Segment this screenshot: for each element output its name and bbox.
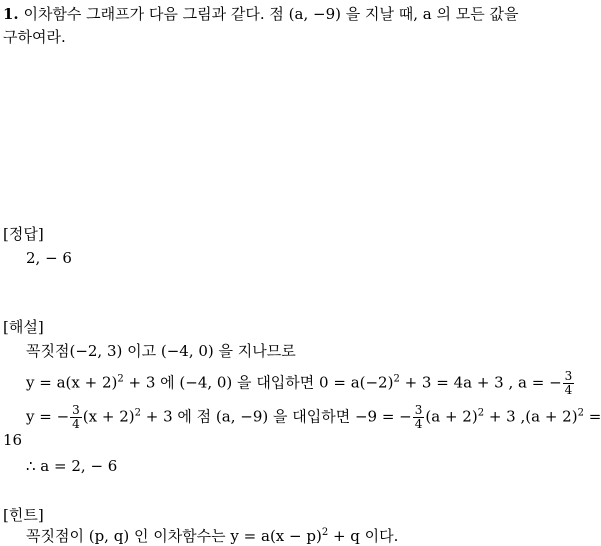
fraction-three-quarters: [70, 404, 82, 431]
fraction-numerator: 3: [564, 369, 573, 383]
exponent: 2: [393, 373, 400, 385]
problem-text-line2: 구하여라.: [3, 28, 66, 46]
hint-line1-part-b: + q 이다.: [328, 527, 399, 545]
graph-figure-area: [0, 60, 573, 220]
solution-line3-part-e: + 3 ,(a + 2): [484, 407, 578, 426]
exponent: 2: [117, 373, 124, 385]
problem-number: 1.: [3, 5, 19, 23]
solution-line2-part-b: + 3 에 (−4, 0) 을 대입하면 0 = a(−2): [123, 373, 394, 392]
fraction-denominator: 4: [564, 383, 573, 397]
fraction-numerator: 3: [72, 403, 80, 417]
solution-line3-part-f: =: [583, 407, 601, 426]
solution-line2-part-a: y = a(x + 2): [26, 373, 118, 392]
solution-line1: 꼭짓점(−2, 3) 이고 (−4, 0) 을 지나므로: [26, 342, 296, 360]
fraction-denominator: 4: [72, 417, 80, 431]
solution-header: [해설]: [3, 318, 44, 336]
solution-line3-part-b: (x + 2): [82, 407, 135, 426]
fraction-numerator: 3: [414, 403, 423, 417]
solution-line3-part-d: (a + 2): [425, 407, 478, 426]
fraction-three-quarters: [563, 370, 575, 397]
exponent: 2: [477, 407, 485, 419]
exponent: 2: [577, 407, 584, 419]
solution-line3: [26, 403, 601, 431]
fraction-denominator: 4: [414, 417, 423, 431]
hint-header: [힌트]: [3, 506, 44, 524]
answer-header: [정답]: [3, 225, 44, 243]
solution-line2-part-c: + 3 = 4a + 3 , a = −: [399, 373, 562, 392]
exponent: 2: [134, 407, 141, 419]
fraction-three-quarters: [413, 404, 425, 431]
problem-text-line1: 이차함수 그래프가 다음 그림과 같다. 점 (a, −9) 을 지날 때, a 의 모든 값을: [23, 5, 519, 23]
hint-line1-part-a: 꼭짓점이 (p, q) 인 이차함수는 y = a(x − p): [26, 527, 322, 545]
hint-line1: [26, 526, 570, 546]
solution-line3-part-c: + 3 에 점 (a, −9) 을 대입하면 −9 = −: [140, 407, 412, 426]
solution-line4: 16: [3, 431, 23, 449]
solution-line2: [26, 369, 573, 397]
solution-line3-part-a: y = −: [26, 407, 70, 426]
problem-statement: [3, 4, 570, 24]
exponent: 2: [321, 527, 329, 538]
solution-line5: ∴ a = 2, − 6: [26, 457, 118, 475]
answer-value: 2, − 6: [26, 249, 72, 267]
